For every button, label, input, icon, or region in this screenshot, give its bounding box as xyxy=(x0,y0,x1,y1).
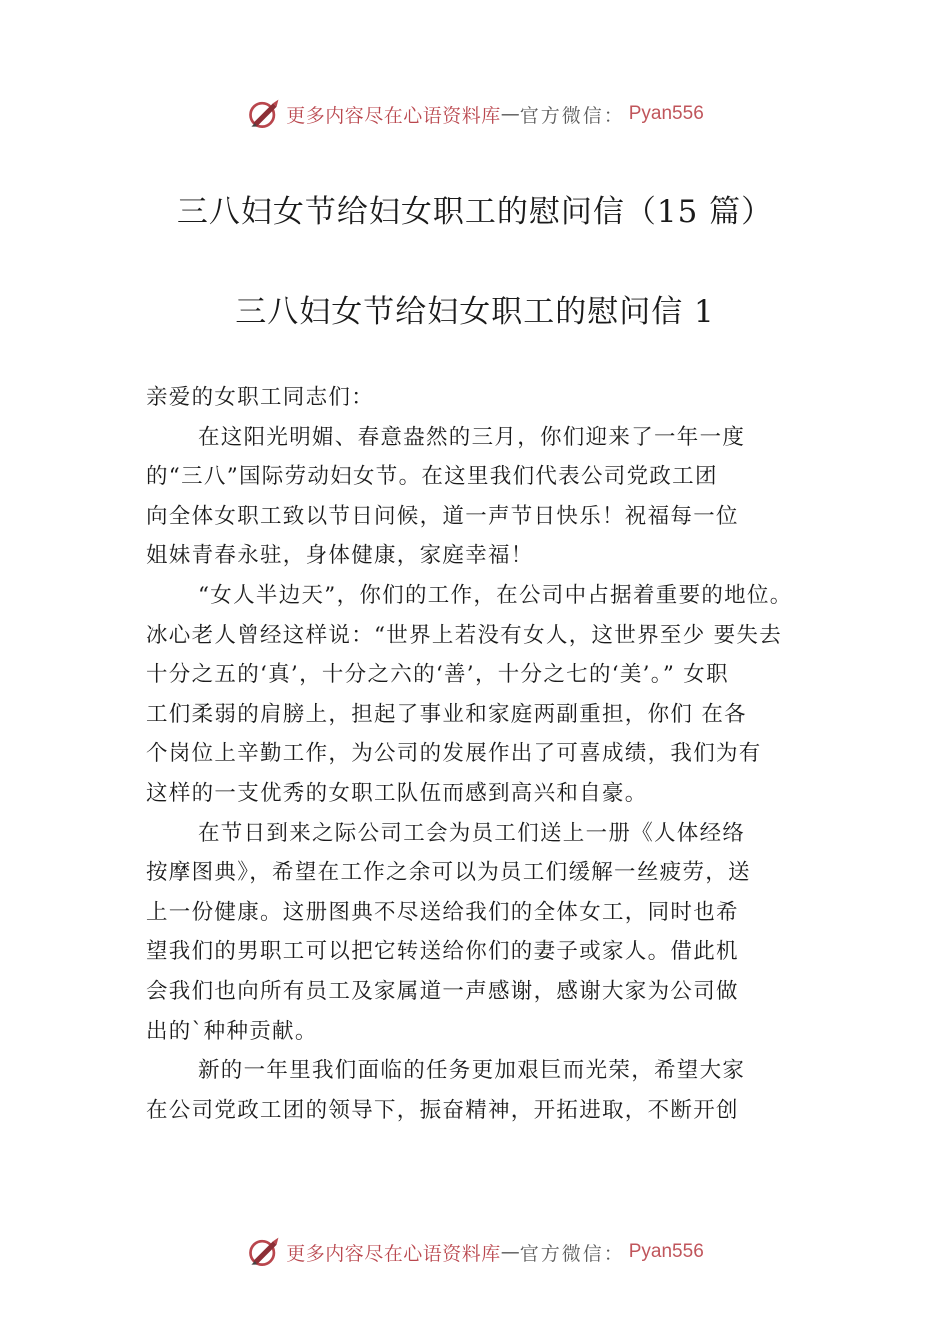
text-line: 冰心老人曾经这样说：“世界上若没有女人，这世界至少 要失去 xyxy=(146,622,783,648)
text-line: 姐妹青春永驻，身体健康，家庭幸福！ xyxy=(146,543,534,569)
letter-body xyxy=(146,378,846,1130)
header-watermark xyxy=(0,94,950,134)
document-title: 三八妇女节给妇女职工的慰问信（15 篇） xyxy=(176,194,774,230)
footer-watermark xyxy=(0,1232,950,1272)
pen-logo-icon xyxy=(246,1234,282,1270)
watermark-id: Pyan556 xyxy=(628,103,704,124)
text-line: 按摩图典》，希望在工作之余可以为员工们缓解一丝疲劳，送 xyxy=(146,860,751,886)
watermark-dash: — xyxy=(500,103,520,125)
text-line: 亲爱的女职工同志们： xyxy=(146,385,375,410)
pen-logo-icon xyxy=(246,96,282,132)
text-line: 上一份健康。这册图典不尽送给我们的全体女工，同时也希 xyxy=(146,899,739,925)
text-line: 个岗位上辛勤工作，为公司的发展作出了可喜成绩，我们为有 xyxy=(146,741,762,767)
text-line: 望我们的男职工可以把它转送给你们的妻子或家人。借此机 xyxy=(146,939,739,965)
watermark-label: 官方微信： xyxy=(519,104,625,127)
text-line: 在节日到来之际公司工会为员工们送上一册《人体经络 xyxy=(198,820,746,846)
watermark-brand: 更多内容尽在心语资料库 xyxy=(286,104,501,127)
watermark-label: 官方微信： xyxy=(519,1242,625,1265)
text-line: 会我们也向所有员工及家属道一声感谢，感谢大家为公司做 xyxy=(146,978,739,1004)
text-line: 新的一年里我们面临的任务更加艰巨而光荣，希望大家 xyxy=(198,1058,746,1084)
text-line: 在公司党政工团的领导下，振奋精神，开拓进取，不断开创 xyxy=(146,1097,739,1123)
text-line: 十分之五的‘真’，十分之六的‘善’，十分之七的‘美’。” 女职 xyxy=(146,662,729,688)
text-line: 工们柔弱的肩膀上，担起了事业和家庭两副重担，你们 在各 xyxy=(146,701,747,727)
watermark-dash: — xyxy=(500,1241,520,1263)
text-line: “女人半边天”，你们的工作，在公司中占据着重要的地位。 xyxy=(198,582,793,608)
text-line: 在这阳光明媚、春意盎然的三月，你们迎来了一年一度 xyxy=(198,424,746,450)
watermark-id: Pyan556 xyxy=(628,1241,704,1262)
text-line: 向全体女职工致以节日问候，道一声节日快乐！祝福每一位 xyxy=(146,503,739,529)
watermark-brand: 更多内容尽在心语资料库 xyxy=(286,1242,501,1265)
text-line: 出的`种种贡献。 xyxy=(146,1018,318,1044)
text-line: 这样的一支优秀的女职工队伍而感到高兴和自豪。 xyxy=(146,780,648,806)
text-line: 的“三八”国际劳动妇女节。在这里我们代表公司党政工团 xyxy=(146,464,718,490)
document-subtitle: 三八妇女节给妇女职工的慰问信 1 xyxy=(235,294,715,330)
